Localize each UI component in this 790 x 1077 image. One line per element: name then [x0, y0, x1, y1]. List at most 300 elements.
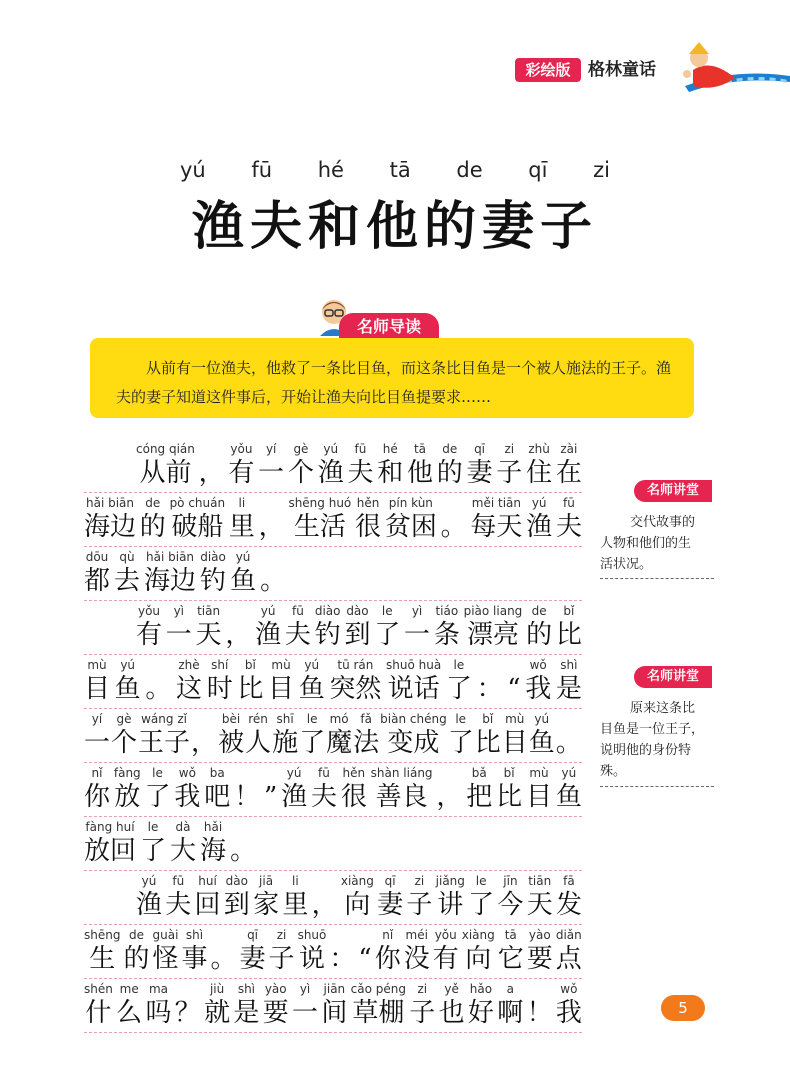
hanzi: ， — [258, 512, 285, 542]
hanzi: 我 — [174, 782, 201, 812]
word-unit — [264, 764, 277, 812]
hanzi: 讲 — [437, 890, 464, 920]
hanzi: ： — [476, 674, 503, 704]
hanzi: 到 — [223, 890, 250, 920]
hanzi: 个 — [287, 458, 314, 488]
word-unit — [404, 926, 430, 974]
hanzi: ， — [191, 728, 218, 758]
word-unit — [406, 872, 432, 920]
pinyin — [175, 980, 201, 998]
hanzi: 比 — [555, 620, 582, 650]
word-unit — [170, 818, 196, 866]
word-unit — [525, 656, 551, 704]
hanzi: 法 — [353, 728, 380, 758]
hanzi: 家 — [253, 890, 280, 920]
word-unit — [144, 548, 196, 596]
pinyin: shēng huó — [288, 496, 352, 510]
pinyin: de — [145, 496, 161, 510]
hanzi: ” — [263, 782, 278, 812]
pinyin: hǎi — [203, 820, 223, 834]
pinyin: tiān — [197, 604, 221, 618]
hanzi: 吗 — [145, 998, 172, 1028]
hanzi: 破船 — [171, 512, 224, 542]
word-unit — [272, 710, 298, 758]
hanzi: 子 — [406, 890, 433, 920]
pinyin: zi — [417, 982, 428, 996]
word-unit — [377, 872, 403, 920]
pinyin: fū — [354, 442, 367, 456]
word-unit — [344, 602, 370, 650]
title-pinyin-syllable: fū — [251, 158, 273, 182]
pinyin: jiān — [323, 982, 346, 996]
story-line — [84, 440, 582, 496]
hanzi: 海 — [200, 836, 227, 866]
pinyin: bǎ — [471, 766, 487, 780]
pinyin: dà — [175, 820, 191, 834]
pinyin: nǐ — [382, 928, 394, 942]
pinyin — [312, 872, 338, 890]
pinyin: shí — [211, 658, 229, 672]
pinyin: diào — [314, 604, 341, 618]
hanzi: 个 — [111, 728, 138, 758]
hanzi: 了 — [140, 836, 167, 866]
pinyin: yú — [141, 874, 157, 888]
word-unit — [152, 926, 178, 974]
word-unit — [436, 764, 462, 812]
hanzi: 鱼 — [298, 674, 325, 704]
hanzi: 向 — [344, 890, 371, 920]
word-unit — [166, 602, 192, 650]
pinyin: mù — [529, 766, 549, 780]
pinyin: yú — [286, 766, 302, 780]
pinyin: yú — [323, 442, 339, 456]
pinyin: cóng qián — [136, 442, 195, 456]
word-unit — [462, 926, 495, 974]
hanzi: ， — [225, 620, 252, 650]
pinyin: a — [506, 982, 514, 996]
pinyin: mù — [505, 712, 525, 726]
hanzi: 要 — [262, 998, 289, 1028]
pinyin: me — [119, 982, 139, 996]
hanzi: 比 — [496, 782, 523, 812]
word-unit — [230, 818, 256, 866]
word-unit — [526, 764, 552, 812]
story-line — [84, 710, 582, 766]
word-unit — [318, 440, 344, 488]
pinyin: piào liang — [463, 604, 523, 618]
hanzi: 一 — [292, 998, 319, 1028]
hanzi: 条 — [433, 620, 460, 650]
hanzi: 渔 — [255, 620, 282, 650]
hanzi: 生 — [89, 944, 116, 974]
word-unit — [433, 926, 459, 974]
pinyin: yì — [411, 604, 423, 618]
note-line: 说明他的身份特 — [600, 743, 692, 758]
word-unit — [527, 926, 553, 974]
pinyin: pín kùn — [388, 496, 433, 510]
hanzi: 比 — [237, 674, 264, 704]
hanzi: 吧 — [204, 782, 231, 812]
hanzi: 渔 — [317, 458, 344, 488]
hanzi: 是 — [555, 674, 582, 704]
hanzi: 夫 — [165, 890, 192, 920]
pinyin — [441, 494, 467, 512]
hanzi: 从前 — [139, 458, 192, 488]
story-line — [84, 872, 582, 928]
hanzi: 魔 — [326, 728, 353, 758]
word-unit — [140, 494, 166, 542]
story-line — [84, 926, 582, 982]
hanzi: 海边 — [144, 566, 197, 596]
word-unit — [407, 440, 433, 488]
note-label: 名师讲堂 — [634, 666, 712, 688]
word-unit — [299, 656, 325, 704]
hanzi: 贫困 — [384, 512, 437, 542]
word-unit — [497, 872, 523, 920]
word-unit — [123, 926, 149, 974]
word-unit — [329, 656, 381, 704]
hanzi: 。 — [555, 728, 582, 758]
hanzi: 每天 — [470, 512, 523, 542]
note-line: 人物和他们的生 — [600, 536, 692, 551]
pinyin: yú — [235, 550, 251, 564]
hanzi: 渔 — [136, 890, 163, 920]
word-unit — [145, 656, 171, 704]
word-unit — [114, 548, 140, 596]
pinyin: yǒu — [230, 442, 253, 456]
hanzi: 很 — [340, 782, 367, 812]
title-pinyin-syllable: de — [456, 158, 483, 182]
word-unit — [140, 818, 166, 866]
pinyin: wǒ — [529, 658, 547, 672]
hanzi: 有 — [432, 944, 459, 974]
hanzi: ！ — [526, 998, 553, 1028]
word-unit — [498, 926, 524, 974]
dotted-underline — [84, 816, 582, 817]
pinyin: bǐ — [482, 712, 494, 726]
word-unit — [195, 872, 221, 920]
word-unit — [556, 926, 582, 974]
hanzi: 的 — [123, 944, 150, 974]
hanzi: 漂亮 — [466, 620, 519, 650]
word-unit — [353, 710, 379, 758]
hanzi: 善良 — [375, 782, 428, 812]
hanzi: 里 — [282, 890, 309, 920]
word-unit — [288, 440, 314, 488]
hanzi: 事 — [181, 944, 208, 974]
pinyin — [358, 926, 371, 944]
hanzi: 和 — [377, 458, 404, 488]
hanzi: 夫 — [310, 782, 337, 812]
pinyin: de — [128, 928, 144, 942]
pinyin — [211, 926, 237, 944]
word-unit — [298, 926, 327, 974]
word-unit — [253, 872, 279, 920]
hanzi: 。 — [210, 944, 237, 974]
pinyin: jiù — [209, 982, 225, 996]
hanzi: 妻 — [377, 890, 404, 920]
word-unit — [263, 980, 289, 1028]
pinyin: qù — [119, 550, 135, 564]
word-unit — [409, 980, 435, 1028]
hanzi: 我 — [555, 998, 582, 1028]
hanzi: 。 — [145, 674, 172, 704]
note-line: 目鱼是一位王子， — [600, 722, 705, 737]
pinyin: nǐ — [91, 766, 103, 780]
hanzi: 的 — [436, 458, 463, 488]
pinyin: qī — [247, 928, 259, 942]
word-unit — [441, 494, 467, 542]
hanzi: 么 — [116, 998, 143, 1028]
word-unit — [556, 440, 582, 488]
hanzi: 子 — [268, 944, 295, 974]
word-unit — [371, 764, 433, 812]
hanzi: 天 — [526, 890, 553, 920]
word-unit — [145, 980, 171, 1028]
word-unit — [556, 656, 582, 704]
title-pinyin-syllable: yú — [180, 158, 206, 182]
header-banner — [515, 56, 790, 86]
hanzi: 都 — [84, 566, 111, 596]
story-line — [84, 656, 582, 712]
hanzi: 发 — [555, 890, 582, 920]
edition-badge: 彩绘版 — [515, 58, 581, 82]
word-unit — [386, 656, 441, 704]
pinyin: de — [442, 442, 458, 456]
pinyin: tū rán — [337, 658, 374, 672]
word-unit — [380, 710, 447, 758]
word-unit — [526, 602, 552, 650]
word-unit — [200, 818, 226, 866]
pinyin — [234, 764, 260, 782]
hanzi: 没 — [403, 944, 430, 974]
word-unit — [477, 656, 503, 704]
hanzi: 钓 — [200, 566, 227, 596]
word-unit — [448, 710, 474, 758]
word-unit — [556, 764, 582, 812]
hanzi: 一 — [84, 728, 111, 758]
word-unit — [527, 980, 553, 1028]
dotted-underline — [84, 978, 582, 979]
pinyin: qī — [384, 874, 396, 888]
pinyin: fàng huí — [85, 820, 135, 834]
hanzi: 草棚 — [352, 998, 405, 1028]
word-unit — [174, 764, 200, 812]
hanzi: 向 — [465, 944, 492, 974]
pinyin: dào — [346, 604, 369, 618]
hanzi: 子 — [409, 998, 436, 1028]
word-unit — [228, 440, 254, 488]
word-unit — [281, 764, 307, 812]
pinyin: jiā — [259, 874, 274, 888]
pinyin: yě — [444, 982, 459, 996]
word-unit — [268, 656, 294, 704]
word-unit — [341, 872, 374, 920]
dotted-underline — [84, 924, 582, 925]
dotted-underline — [84, 762, 582, 763]
guide-box — [90, 338, 694, 418]
story-line — [84, 980, 582, 1036]
hanzi: 天 — [195, 620, 222, 650]
hanzi: “ — [358, 944, 372, 974]
word-unit — [355, 494, 381, 542]
hanzi: 里 — [228, 512, 255, 542]
pinyin: huí — [198, 874, 217, 888]
hanzi: 住 — [526, 458, 553, 488]
word-unit — [351, 980, 406, 1028]
hanzi: 放回 — [84, 836, 137, 866]
word-unit — [224, 872, 250, 920]
series-title: 格林童话 — [588, 60, 656, 80]
hanzi: 施 — [272, 728, 299, 758]
word-unit — [84, 764, 110, 812]
hanzi: 被 — [218, 728, 245, 758]
word-unit — [196, 602, 222, 650]
page-number: 5 — [661, 995, 705, 1021]
word-unit — [200, 548, 226, 596]
pinyin: shì — [237, 982, 256, 996]
pinyin: diǎn — [555, 928, 582, 942]
hanzi: 把 — [466, 782, 493, 812]
hanzi: 比 — [474, 728, 501, 758]
word-unit — [329, 926, 355, 974]
pinyin: le — [306, 712, 318, 726]
word-unit — [269, 926, 295, 974]
pinyin: shuō huà — [386, 658, 442, 672]
pinyin: diào — [200, 550, 226, 564]
page-title: 渔夫和他的妻子 — [191, 197, 598, 257]
hanzi: ： — [329, 944, 356, 974]
word-unit — [526, 494, 552, 542]
word-unit — [468, 980, 494, 1028]
pinyin: yí — [265, 442, 277, 456]
hanzi: 间 — [321, 998, 348, 1028]
pinyin: dōu — [85, 550, 109, 564]
pinyin: fū — [563, 496, 575, 510]
note-text — [600, 512, 714, 575]
pinyin: qī — [474, 442, 486, 456]
word-unit — [136, 602, 162, 650]
pinyin — [329, 926, 355, 944]
pinyin: mù — [87, 658, 107, 672]
pinyin: ma — [148, 982, 168, 996]
hanzi: 要 — [526, 944, 553, 974]
title-pinyin-syllable: zi — [593, 158, 610, 182]
note-line: 交代故事的 — [630, 515, 696, 530]
hanzi: 你 — [84, 782, 111, 812]
hanzi: 了 — [299, 728, 326, 758]
word-unit — [111, 710, 137, 758]
pinyin: yú — [120, 658, 136, 672]
hanzi: 就 — [204, 998, 231, 1028]
hanzi: ， — [198, 458, 225, 488]
hanzi: 这 — [176, 674, 203, 704]
hanzi: 渔 — [526, 512, 553, 542]
hanzi: 变成 — [387, 728, 440, 758]
word-unit — [526, 440, 552, 488]
hanzi: ！ — [234, 782, 261, 812]
word-unit — [218, 710, 244, 758]
pinyin: fū — [291, 604, 304, 618]
pinyin: tiáo — [435, 604, 459, 618]
hanzi: 夫 — [347, 458, 374, 488]
pinyin: méi — [405, 928, 428, 942]
word-unit — [436, 872, 465, 920]
hanzi: 了 — [374, 620, 401, 650]
pinyin — [145, 656, 171, 674]
word-unit — [282, 872, 308, 920]
pinyin: ba — [209, 766, 225, 780]
pinyin: zi — [276, 928, 287, 942]
pinyin: li — [292, 874, 299, 888]
pinyin: dào — [225, 874, 248, 888]
word-unit — [341, 764, 367, 812]
pinyin — [264, 764, 277, 782]
pinyin: hé — [382, 442, 398, 456]
word-unit — [84, 494, 136, 542]
pinyin: hěn — [342, 766, 366, 780]
pinyin: hěn — [356, 496, 380, 510]
word-unit — [556, 980, 582, 1028]
hanzi: 妻 — [239, 944, 266, 974]
pinyin: fā — [563, 874, 575, 888]
word-unit — [136, 872, 162, 920]
word-unit — [326, 710, 352, 758]
pinyin — [225, 602, 251, 620]
hanzi: 目 — [268, 674, 295, 704]
pinyin: yào — [264, 982, 287, 996]
pinyin — [527, 980, 553, 998]
hanzi: 了 — [144, 782, 171, 812]
pinyin: yú — [531, 496, 547, 510]
pinyin: gè — [293, 442, 309, 456]
hanzi: 一 — [258, 458, 285, 488]
pinyin — [507, 656, 520, 674]
pinyin: shì — [185, 928, 204, 942]
title-pinyin-syllable: tā — [389, 158, 411, 182]
hanzi: 到 — [344, 620, 371, 650]
story-line — [84, 494, 582, 550]
word-unit — [377, 440, 403, 488]
word-unit — [84, 818, 136, 866]
hanzi: 啊 — [497, 998, 524, 1028]
pinyin: wǒ — [178, 766, 196, 780]
hanzi: 你 — [374, 944, 401, 974]
hanzi: 子 — [496, 458, 523, 488]
pinyin — [191, 710, 217, 728]
hanzi: 一 — [165, 620, 192, 650]
pinyin: zài — [560, 442, 578, 456]
title-pinyin-syllable: hé — [317, 158, 344, 182]
hanzi: 很 — [355, 512, 382, 542]
pinyin: bǐ — [503, 766, 515, 780]
word-unit — [114, 764, 141, 812]
dotted-underline — [84, 1032, 582, 1033]
hanzi: ， — [311, 890, 338, 920]
word-unit — [191, 710, 217, 758]
word-unit — [496, 764, 522, 812]
pinyin: yào — [528, 928, 551, 942]
word-unit — [204, 764, 230, 812]
word-unit — [288, 494, 351, 542]
pinyin: de — [531, 604, 547, 618]
hanzi: 海边 — [84, 512, 137, 542]
hanzi: 。 — [230, 836, 257, 866]
word-unit — [84, 980, 113, 1028]
story-line — [84, 764, 582, 820]
word-unit — [556, 602, 582, 650]
pinyin — [199, 440, 225, 458]
